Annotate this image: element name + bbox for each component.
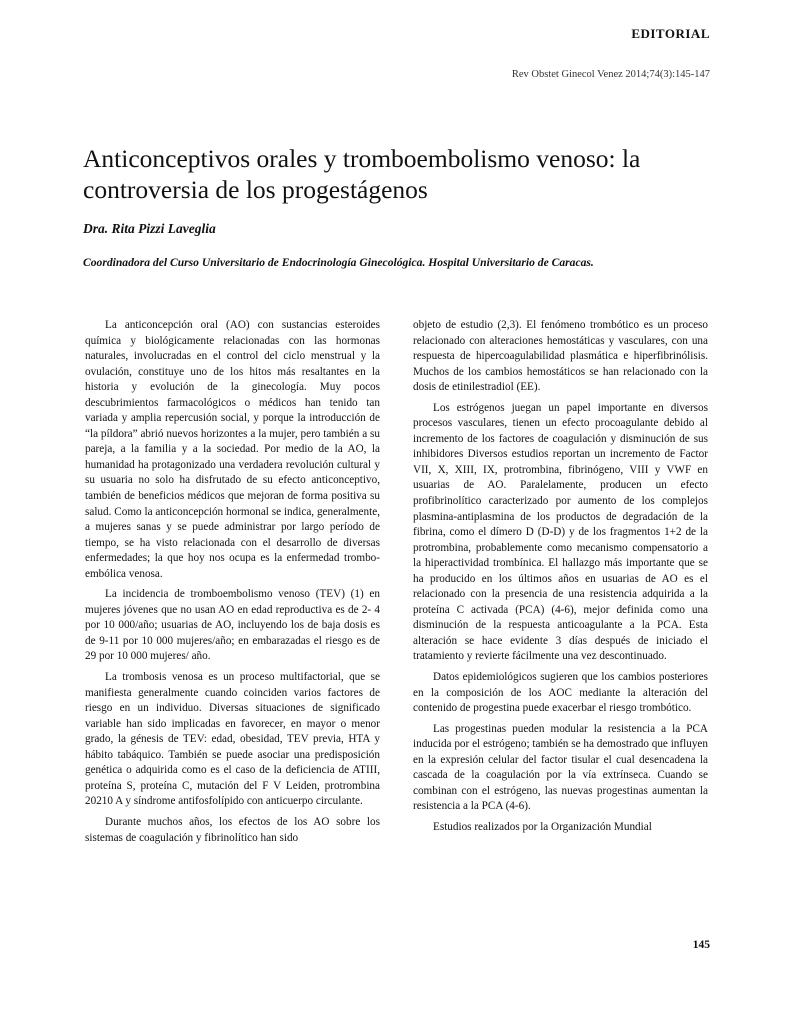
- section-label: EDITORIAL: [631, 26, 710, 41]
- body-column-left: [85, 318, 380, 851]
- article-author: Dra. Rita Pizzi Laveglia: [83, 221, 216, 236]
- paragraph: Estudios realizados por la Organización Mundial: [433, 820, 652, 833]
- paragraph: Datos epidemiológicos sugieren que los cambios posteriores en la composición de los AOC mediante la alteración del contenido de progestina puede exacerbar el riesgo trombótico.: [413, 671, 708, 715]
- paragraph: La incidencia de tromboembolismo venoso (TEV) (1) en mujeres jóvenes que no usan AO en edad reproductiva es de 2- 4 por 10 000/año; usuarias de AO, incluyendo los de baja dosis es de 9-11 por 10 000 mujeres/año; en embarazadas el riesgo es de 29 por 10 000 mujeres/ año.: [85, 588, 380, 663]
- paragraph: La anticoncepción oral (AO) con sustancias esteroides química y biológicamente relacionadas con las hormonas naturales, involucradas en el control del ciclo menstrual y la ovulación, constituye uno de los hitos más resaltantes en la historia y evolución de la ginecología. Muy pocos descubrimientos farmacológicos o médicos han tenido tan variada y amplia repercusión social, y porque la introducción de “la píldora” abrió nuevos horizontes a la mujer, pero también a su pareja, a la familia y a la sociedad. Por medio de la AO, la humanidad ha protagonizado una verdadera revolución cultural y su usuaria no solo ha disfrutado de su efecto anticonceptivo, también de beneficios médicos que mejoran de forma positiva su salud. Como la anticoncepción hormonal se indica, generalmente, a mujeres sanas y se puede administrar por largo período de tiempo, se ha visto relacionada con el desarrollo de diversas enfermedades; la que hoy nos ocupa es la enfermedad trombo-embólica venosa.: [85, 319, 380, 580]
- author-affiliation: Coordinadora del Curso Universitario de Endocrinología Ginecológica. Hospital Universitario de Caracas.: [83, 256, 594, 269]
- paragraph: Durante muchos años, los efectos de los AO sobre los sistemas de coagulación y fibrinolítico han sido: [85, 815, 380, 844]
- journal-citation: Rev Obstet Ginecol Venez 2014;74(3):145-147: [511, 69, 710, 80]
- article-title: Anticonceptivos orales y tromboembolismo venoso: la controversia de los progestágenos: [83, 144, 641, 204]
- paragraph: Las progestinas pueden modular la resistencia a la PCA inducida por el estrógeno; también se ha demostrado que influyen en la expresión celular del factor tisular el cual desencadena la cascada de la coagulación por la vía extrínseca. Cuando se combinan con el estrógeno, las nuevas progestinas aumentan la resistencia a la PCA (4-6).: [413, 722, 708, 813]
- paragraph: Los estrógenos juegan un papel importante en diversos procesos vasculares, tienen un efecto procoagulante debido al incremento de los factores de coagulación y disminución de sus inhibidores Diversos estudios reportan un incremento de Factor VII, X, XIII, IX, protrombina, fibrinógeno, VIII y VWF en usuarias de AO. Paralelamente, producen un efecto profibrinolítico caracterizado por aumento de los complejos plasmina-antiplasmina de los productos de degradación de la fibrina, como el dímero D (D-D) y de los fragmentos 1+2 de la protrombina, probablemente como mecanismo compensatorio a la hiperactividad trombínica. El hallazgo más importante que se ha producido en los últimos años en usuarias de AO es el relacionado con la presencia de una resistencia adquirida a la proteína C activada (PCA) (4-6), mejor definida como una disminución de la respuesta anticoagulante a la PCA. Esta alteración se hace evidente 3 días después de iniciado el tratamiento y revierte fácilmente una vez descontinuado.: [413, 401, 708, 663]
- body-column-right: [413, 318, 708, 841]
- paragraph-continuation: objeto de estudio (2,3). El fenómeno trombótico es un proceso relacionado con alteraciones hemostáticas y vasculares, con una respuesta de hipercoagulabilidad plasmática e hiperfibrinólisis. Muchos de los cambios hemostáticos se han relacionado con la dosis de etinilestradiol (EE).: [413, 319, 708, 394]
- paragraph: La trombosis venosa es un proceso multifactorial, que se manifiesta generalmente cuando coinciden varios factores de riesgo en un individuo. Diversas situaciones de significado variable han sido implicadas en favorecer, en mayor o menor grado, la génesis de TEV: edad, obesidad, TEV previa, HTA y hábito tabáquico. También se puede asociar una predisposición genética o adquirida como es el caso de la deficiencia de ATIII, proteína S, proteína C, mutación del F V Leiden, protrombina 20210 A y síndrome antifosfolípido con anticuerpo circulante.: [85, 671, 380, 808]
- page-number: 145: [692, 939, 710, 951]
